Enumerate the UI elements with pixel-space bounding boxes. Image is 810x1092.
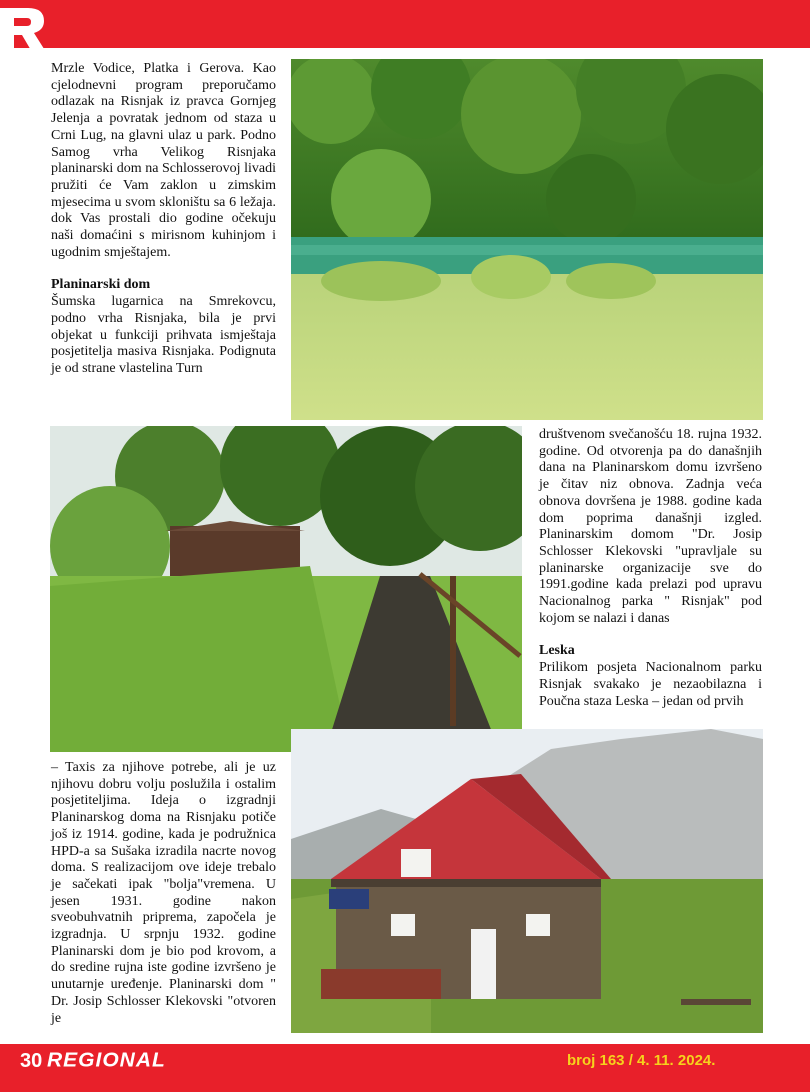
logo-letter: R: [0, 4, 1, 5]
page-number: 30: [20, 1050, 43, 1072]
planinarski-dom-paragraph-part2: – Taxis za njihove potrebe, ali je uz njihovu dobru volju poslužila i ostalim posjetiteljima. Ideja o izgradnji Planinarskog doma na Risnjaku potiče još iz 1914. godine, kada je podružnica HPD-a sa Sušaka izradila nacrte novog doma. S realizacijom ove ideje trebalo je sačekati ipak "bolja"vremena. U jesen 1931. godine nakon sveobuhvatnih priprema, započela je izgradnja. U srpnju 1932. godine Planinarski dom je bio pod krovom, a do sredine rujna iste godine izvršeno je unutarnje uređenje. Planinarski dom " Dr. Josip Schlosser Klekovski "otvoren je: [51, 760, 276, 1026]
photo-mountain-hut: [291, 729, 763, 1033]
magazine-logo: REGIONAL: [47, 1049, 166, 1072]
intro-paragraph: Mrzle Vodice, Platka i Gerova. Kao cjelodnevni program preporučamo odlazak na Risnjak iz pravca Gornjeg Jelenja a povratak jednom od staza u Crni Lug, na glavni ulaz u park. Podno Samog vrha Velikog Risnjaka planinarski dom na Schlosserovoj livadi pružiti će Vam zaklon u zimskim mjesecima u svom skloništu sa 6 ležaja. dok Vas prostali dio godine očekuju naši domaćini s mirisnom kuhinjom i ugodnim smještajem.: [51, 61, 276, 260]
planinarski-dom-paragraph-part1: Šumska lugarnica na Smrekovcu, podno vrha Risnjaka, bila je prvi objekat u funkciji prihvata ismještaja posjetitelja masiva Risnjaka. Podignuta je od strane vlastelina Turn: [51, 294, 276, 376]
photo-wooden-stairs: [50, 426, 522, 752]
section-heading-planinarski-dom: Planinarski dom: [51, 277, 151, 293]
photo-lake-forest: [291, 59, 763, 420]
article-column-3: [51, 760, 276, 1027]
article-column-2: [539, 427, 762, 710]
regional-logo-mark: [0, 4, 48, 54]
leska-paragraph: Prilikom posjeta Nacionalnom parku Risnjak svakako je nezaobilazna i Poučna staza Leska – jedan od prvih: [539, 660, 762, 709]
article-column-1: [51, 61, 276, 378]
header-bar: [0, 0, 810, 48]
planinarski-dom-paragraph-part3: društvenom svečanošću 18. rujna 1932. godine. Od otvorenja pa do današnjih dana na Planinarskom domu izvršeno je čitav niz obnova. Zadnja veća obnova dovršena je 1988. godine kada dom poprima današnji izgled. Planinarskim domom "Dr. Josip Schlosser Klekovski "upravljale su planinarske organizacije sve do 1991.godine kada prelazi pod upravu Nacionalnog parka " Risnjak" pod kojom se nalazi i danas: [539, 427, 762, 626]
issue-info: broj 163 / 4. 11. 2024.: [567, 1052, 716, 1069]
section-heading-leska: Leska: [539, 643, 575, 659]
